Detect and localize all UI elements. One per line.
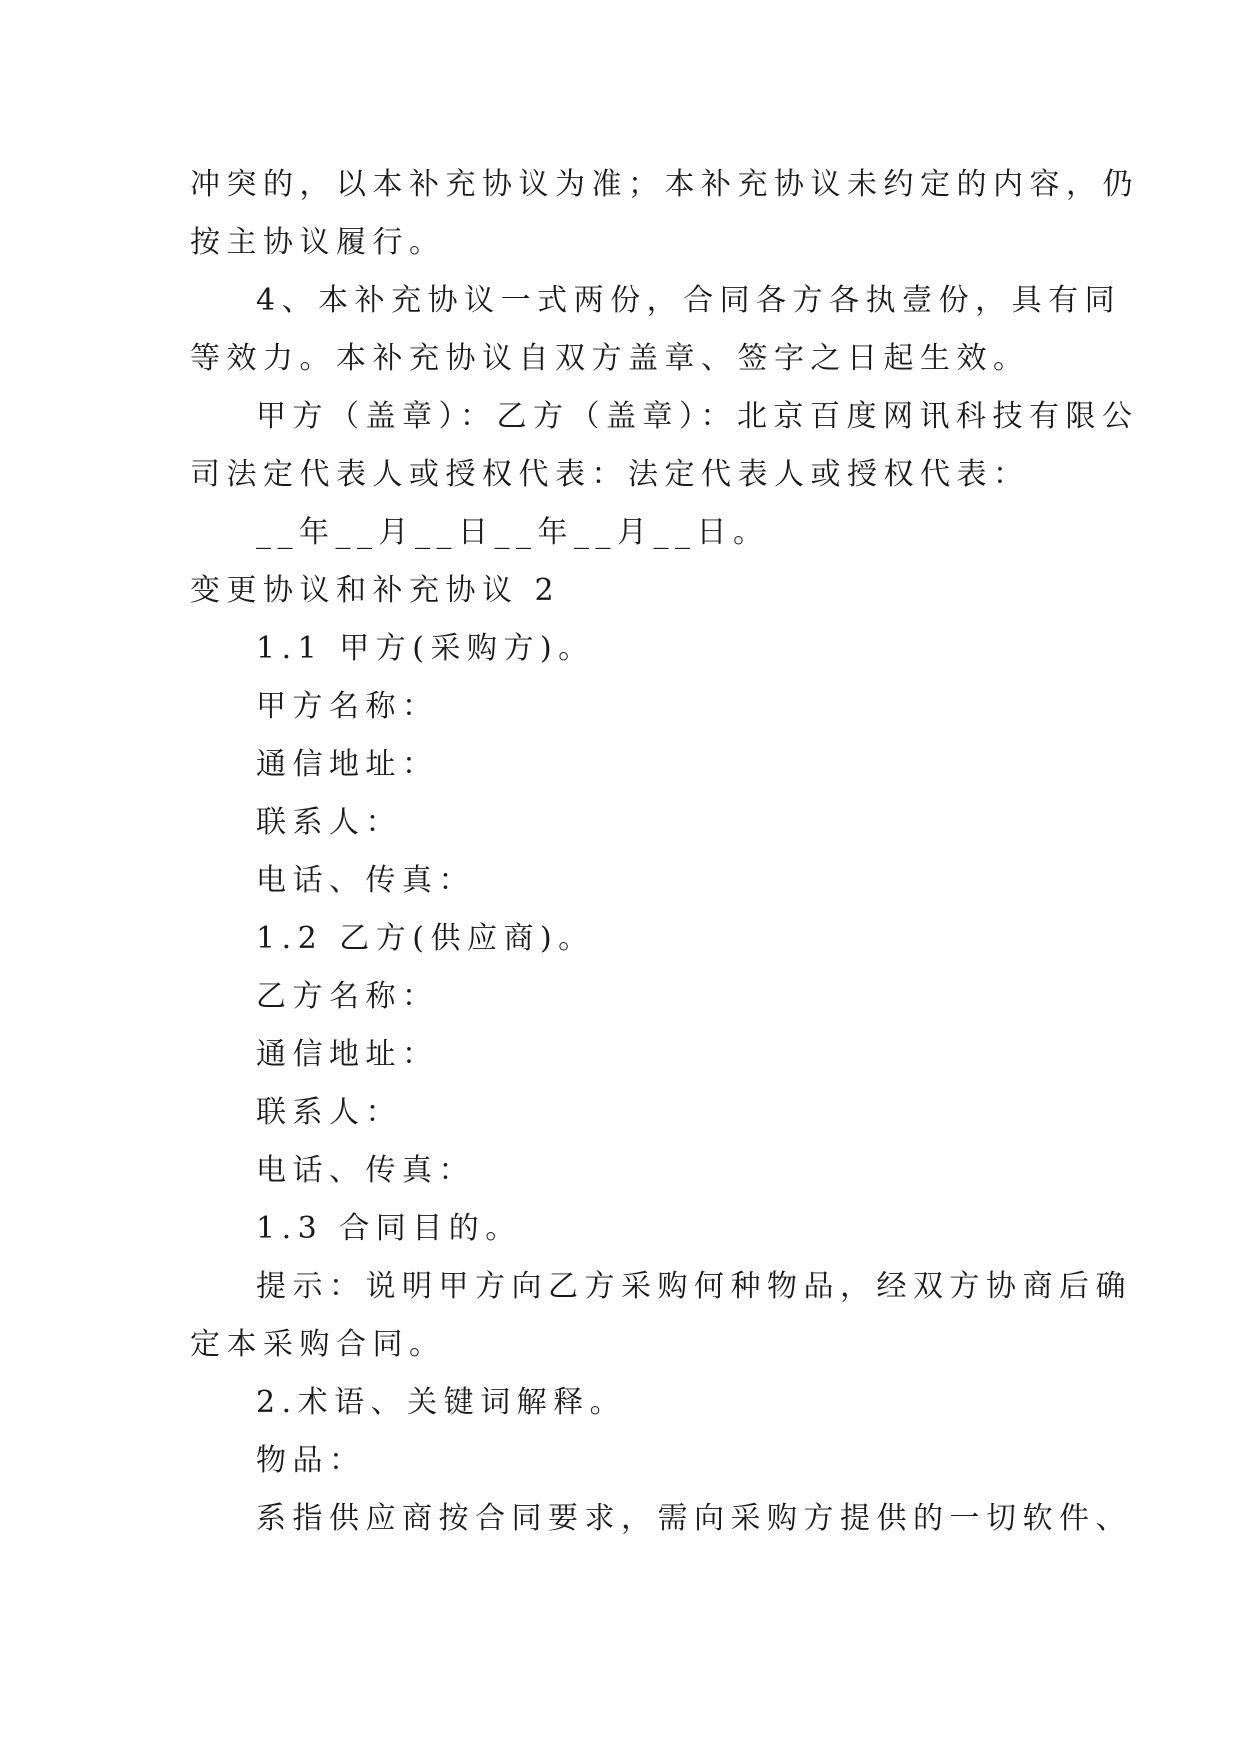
text-line: 甲方（盖章）：乙方（盖章）：北京百度网讯科技有限公: [256, 399, 1139, 434]
text-line: 定本采购合同。: [190, 1327, 446, 1362]
text-line: 4、本补充协议一式两份，合同各方各执壹份，具有同: [256, 283, 1122, 318]
text-line: 按主协议履行。: [190, 225, 446, 260]
text-line: 提示：说明甲方向乙方采购何种物品，经双方协商后确: [256, 1269, 1132, 1304]
text-line: 1.3 合同目的。: [256, 1211, 522, 1246]
date-line: __年__月__日__年__月__日。: [256, 515, 770, 550]
text-line: 联系人：: [256, 805, 402, 840]
text-line: 等效力。本补充协议自双方盖章、签字之日起生效。: [190, 341, 1030, 376]
text-line: 通信地址：: [256, 1037, 439, 1072]
text-line: 司法定代表人或授权代表：法定代表人或授权代表：: [190, 457, 1030, 492]
text-line: 通信地址：: [256, 747, 439, 782]
text-line: 1.1 甲方(采购方)。: [256, 631, 595, 666]
text-line: 甲方名称：: [256, 689, 439, 724]
text-line: 电话、传真：: [256, 1153, 475, 1188]
text-line: 电话、传真：: [256, 863, 475, 898]
text-line: 联系人：: [256, 1095, 402, 1130]
text-line: 物品：: [256, 1443, 366, 1478]
text-line: 冲突的，以本补充协议为准；本补充协议未约定的内容，仍: [190, 167, 1139, 202]
text-line: 1.2 乙方(供应商)。: [256, 921, 595, 956]
text-line: 2.术语、关键词解释。: [256, 1385, 627, 1420]
section-heading: 变更协议和补充协议 2: [190, 573, 561, 608]
text-line: 系指供应商按合同要求，需向采购方提供的一切软件、: [256, 1501, 1132, 1536]
text-line: 乙方名称：: [256, 979, 439, 1014]
